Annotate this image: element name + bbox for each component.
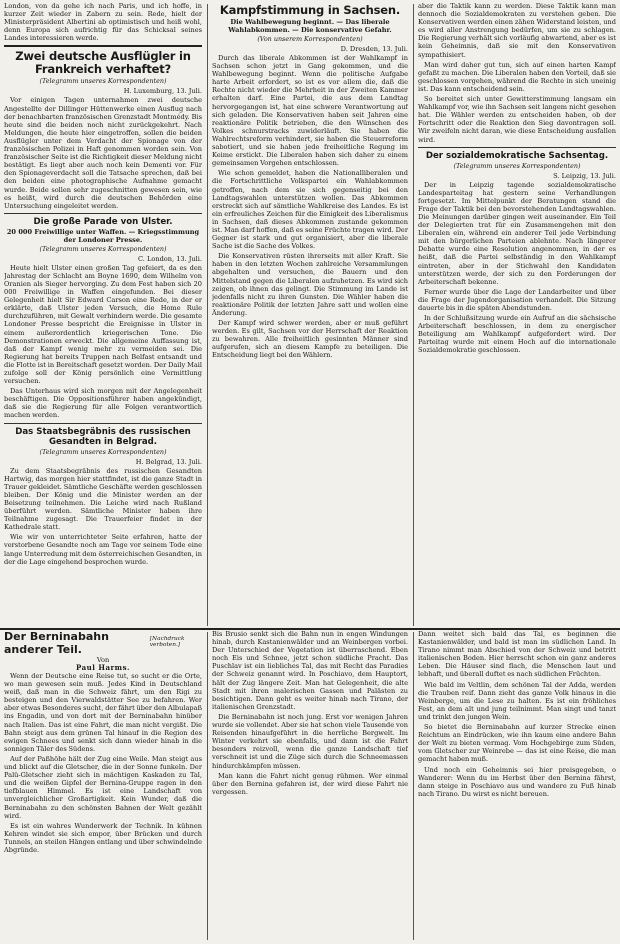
paragraph: Durch das liberale Abkommen ist der Wahlkampf in Sachsen schon jetzt in Gang gekommen, und die Wahlbewegung beginnt. Wenn die politische Aufgabe harte Arbeit erfordert, so ist es vor allem die, daß die Rechte nicht wieder die Mehrheit in der Zweiten Kammer erhalten darf. Eine Partei, die aus dem Landtag hervorgegangen ist, hat eine schwere Verantwortung auf sich geladen. Die Konservativen haben seit Jahren eine reaktionäre Politik betrieben, die den Wünschen des Volkes schnurstracks zuwiderläuft. Sie haben die Wahlrechtsreform verhindert, sie haben die Steuerreform sabotiert, und sie haben jede freiheitliche Regung im Keime erstickt. Die Liberalen haben sich daher zu einem gemeinsamen Vorgehen entschlossen. [212,54,408,168]
column-rule [207,632,208,940]
subheadline: Die Wahlbewegung beginnt. — Das liberale Wahlabkommen. — Die konservative Gefahr. [228,18,392,34]
article-kampfstimmung [212,4,408,359]
column-3 [418,2,616,626]
dateline: C. London, 13. Juli. [137,254,202,263]
dateline: S. Leipzig, 13. Juli. [553,171,616,180]
column-rule [413,4,414,626]
headline: Die große Parade von Ulster. [33,216,173,227]
telegram-note: (Telegramm unseres Korrespondenten) [453,161,581,170]
author-name: Paul Harms. [76,663,130,672]
telegram-note: (Telegramm unseres Korrespondenten) [39,244,167,253]
feuilleton-title: Der Berninabahn anderer Teil. [4,630,109,656]
column-1 [4,2,202,626]
paragraph: Die Berninabahn ist noch jung. Erst vor wenigen Jahren wurde sie vollendet. Aber sie hat schon viele Tausende von Reisenden hinaufgeführt in die herrliche Bergwelt. Im Winter verkehrt sie ebenfalls, und dann ist die Fahrt besonders reizvoll, wenn die ganze Landschaft tief verschneit ist und die Züge sich durch die Schneemassen hindurchkämpfen müssen. [212,712,408,770]
paragraph: So bereitet sich unter Gewitterstimmung langsam ein Wahlkampf vor, wie ihn Sachsen seit langem nicht gesehen hat. Die Wähler werden zu entscheiden haben, ob der Fortschritt oder die Reaktion den Sieg davontragen soll. Wir zweifeln nicht daran, wie diese Entscheidung ausfallen wird. [418,95,616,144]
paragraph: Ferner wurde über die Lage der Landarbeiter und über die Frage der Jugendorganisation verhandelt. Die Sitzung dauerte bis in die späten Abendstunden. [418,287,616,312]
divider [4,45,202,47]
paragraph: Bis Brusio senkt sich die Bahn nun in engen Windungen hinab, durch Kastanienwälder und an Weinbergen vorbei. Der Unterschied der Vegetation ist überraschend. Eben noch Eis und Schnee, jetzt schon südliche Pracht. Das Puschlav ist ein liebliches Tal, das mit Recht das Paradies der Schweiz genannt wird. In Poschiavo, dem Hauptort, hält der Zug längere Zeit. Man hat Gelegenheit, die alte Stadt mit ihren malerischen Gassen und Palästen zu besichtigen. Dann geht es weiter hinab nach Tirano, der italienischen Grenzstadt. [212,630,408,711]
paragraph: Zu dem Staatsbegräbnis des russischen Gesandten Hartwig, das morgen hier stattfindet, ist die ganze Stadt in Trauer gekleidet. Sämtliche Geschäfte werden geschlossen bleiben. Der König und die Minister werden an der Beisetzung teilnehmen. Die Leiche wird nach Rußland überführt werden. Sämtliche Minister haben ihre Teilnahme zugesagt. Die Trauerfeier findet in der Kathedrale statt. [4,466,202,532]
column-2 [212,2,408,626]
headline: Zwei deutsche Ausflügler in Frankreich verhaftet? [15,49,191,77]
feuilleton [0,630,620,944]
feuilleton-header [4,630,202,656]
paragraph: Heute hielt Ulster einen großen Tag gefeiert, da es den Jahrestag der Schlacht am Boyne 1690, dem Wilhelm von Oranien als Sieger hervorging. Zu dem Fest haben sich 20 000 Freiwillige in Waffen eingefunden. Bei dieser Gelegenheit hielt Sir Edward Carson eine Rede, in der er erklärte, daß Ulster jeden Versuch, die Home Rule durchzuführen, mit Gewalt verhindern werde. Die gesamte Londoner Presse bespricht die Ereignisse in Ulster in einem außerordentlich kriegerischen Tone. Die Demonstrationen erweckt. Die allgemeine Auffassung ist, daß der Kampf wenig mehr zu vermeiden sei. Die Regierung hat bereits Truppen nach Belfast entsandt und die Flotte ist in Bereitschaft gesetzt worden. Der Daily Mail zufolge soll der König persönlich eine Vermittlung versuchen. [4,263,202,386]
dateline: H. Belgrad, 13. Juli. [135,457,202,466]
paragraph: Wie wir von unterrichteter Seite erfahren, hatte der verstorbene Gesandte noch am Tage vor seinem Tode eine lange Unterredung mit dem österreichischen Gesandten, in der die Lage eingehend besprochen wurde. [4,533,202,566]
byline-prefix: Von [96,656,110,664]
paragraph: Vor einigen Tagen unternahmen zwei deutsche Angestellte der Dillinger Hüttenwerke einen Ausflug nach der benachbarten französischen Grenzstadt Montmédy. Bis heute sind die beiden noch nicht zurückgekehrt. Nach Meldungen, die heute hier eingetroffen, sollen die beiden Ausflügler unter dem Verdacht der Spionage von der französischen Polizei in Haft genommen worden sein. Von französischer Seite ist die Richtigkeit dieser Meldung nicht bestätigt. Es liegt aber auch noch kein Dementi vor. Für den Spionageverdacht soll die Tatsache sprechen, daß bei den beiden eine photographische Aufnahme gemacht wurde. Beide sollen sehr zugeschnitten gewesen sein, wie es heißt, wird durch die deutschen Behörden eine Untersuchung eingeleitet werden. [4,96,202,210]
paragraph: Man wird daher gut tun, sich auf einen harten Kampf gefaßt zu machen. Die Liberalen haben den Vorteil, daß sie geschlossen vorgehen, während die Rechte in sich uneinig ist. Das kann entscheidend sein. [418,60,616,93]
telegram-note: (Telegramm unseres Korrespondenten) [39,77,167,86]
paragraph: Wie schon gemeldet, haben die Nationalliberalen und die Fortschrittliche Volkspartei ein Wahlabkommen getroffen, nach dem sie sich gegenseitig bei den Landtagswahlen unterstützen wollen. Das Abkommen erstreckt sich auf sämtliche Wahlkreise des Landes. Es ist ein erfreuliches Zeichen für die Einigkeit des Liberalismus in Sachsen, daß dieses Abkommen zustande gekommen ist. Man darf hoffen, daß es seine Früchte tragen wird. Der Gegner ist stark und gut organisiert, aber die liberale Sache ist die Sache des Volkes. [212,169,408,251]
paragraph: Der Kampf wird schwer werden, aber er muß geführt werden. Es gilt, Sachsen vor der Herrschaft der Reaktion zu bewahren. Alle freiheitlich gesinnten Männer sind aufgerufen, sich an diesem Kampfe zu beteiligen. Die Entscheidung liegt bei den Wählern. [212,319,408,360]
feuilleton-column-1 [4,630,202,942]
feuilleton-column-2 [212,630,408,942]
headline: Der sozialdemokratische Sachsentag. [425,150,609,161]
paragraph: Dann weitet sich bald das Tal, es beginnen die Kastanienwälder, und bald ist man im südlichen Land. In Tirano nimmt man Abschied von der Schweiz und betritt italienischen Boden. Hier herrscht schon ein ganz anderes Leben. Die Häuser sind flach, die Menschen laut und lebhaft, und überall duftet es nach südlichen Früchten. [418,630,616,679]
telegram-note: (Von unserem Korrespondenten) [257,35,363,43]
paragraph: Die Konservativen rüsten ihrerseits mit aller Kraft. Sie haben in den letzten Wochen zahlreiche Versammlungen abgehalten und versuchen, die Bauern und den Mittelstand gegen die Liberalen aufzuhetzen. Es wird sich zeigen, ob ihnen das gelingt. Die Stimmung im Lande ist jedenfalls nicht zu ihren Gunsten. Die Wähler haben die reaktionäre Politik der letzten Jahre satt und wollen eine Änderung. [212,252,408,317]
paragraph: Das Unterhaus wird sich morgen mit der Angelegenheit beschäftigen. Die Oppositionsführer haben angekündigt, daß sie die Regierung für alle Folgen verantwortlich machen werden. [4,387,202,420]
telegram-note: (Telegramm unseres Korrespondenten) [39,447,167,456]
paragraph: Und noch ein Geheimnis sei hier preisgegeben, o Wanderer: Wenn du im Herbst über den Bernina fährst, dann steige in Poschiavo aus und wandere zu Fuß hinab nach Tirano. Du wirst es nicht bereuen. [418,765,616,798]
dateline: D. Dresden, 13. Juli. [340,45,408,53]
feuilleton-column-3 [418,630,616,942]
column-rule [207,4,208,626]
paragraph: Wenn der Deutsche eine Reise tut, so sucht er die Orte, wo man gewesen sein muß. Jedes Kind in Deutschland weiß, daß man in die Schweiz fährt, um den Rigi zu besteigen und den Vierwaldstätter See zu befahren. Wer aber etwas Besonderes sucht, der fährt über den Albulapaß ins Engadin, und von dort mit der Berninabahn hinüber nach Italien. Das ist eine Fahrt, die man nicht vergißt. Die Bahn steigt aus dem grünen Tal hinauf in die Region des ewigen Schnees und senkt sich dann wieder hinab in die sonnigen Täler des Südens. [4,672,202,753]
paragraph: Man kann die Fahrt nicht genug rühmen. Wer einmal über den Bernina gefahren ist, der wird diese Fahrt nie vergessen. [212,771,408,796]
paragraph: Wie bald im Veltlin, dem schönen Tal der Adda, werden die Trauben reif. Dann zieht das ganze Volk hinaus in die Weinberge, um die Lese zu halten. Es ist ein fröhliches Fest, an dem alt und jung teilnimmt. Man singt und tanzt und trinkt den jungen Wein. [418,680,616,721]
article-sachsentag [418,151,616,355]
article-ulster [4,217,202,420]
paragraph: Der in Leipzig tagende sozialdemokratische Landesparteitag hat gestern seine Verhandlungen fortgesetzt. Im Mittelpunkt der Beratungen stand die Frage der Taktik bei den bevorstehenden Landtagswahlen. Die Meinungen darüber gingen weit auseinander. Ein Teil der Delegierten trat für ein Zusammengehen mit den Liberalen ein, während ein anderer Teil jede Verbindung mit den bürgerlichen Parteien ablehnte. Nach längerer Debatte wurde eine Resolution angenommen, in der es heißt, daß die Partei selbständig in den Wahlkampf eintreten, aber in der Stichwahl den Kandidaten unterstützen werde, der sich zu den Forderungen der Arbeiterschaft bekenne. [418,180,616,286]
divider [4,423,202,424]
dateline: H. Luxemburg, 13. Juli. [123,87,202,96]
paragraph: Auf der Paßhöhe hält der Zug eine Weile. Man steigt aus und blickt auf die Gletscher, die in der Sonne funkeln. Der Palü-Gletscher zieht sich in mächtigen Kaskaden zu Tal, und die weißen Gipfel der Bernina-Gruppe ragen in den tiefblauen Himmel. Es ist eine Landschaft von unvergleichlicher Großartigkeit. Kein Wunder, daß die Berninabahn zu den schönsten Bahnen der Welt gezählt wird. [4,754,202,820]
subheadline: 20 000 Freiwillige unter Waffen. — Kriegsstimmung der Londoner Presse. [6,227,200,244]
article-ausfluegler [4,50,202,209]
divider [4,213,202,214]
paragraph: In der Schlußsitzung wurde ein Aufruf an die sächsische Arbeiterschaft beschlossen, in dem zu energischer Beteiligung am Wahlkampf aufgefordert wird. Der Parteitag wurde mit einem Hoch auf die internationale Sozialdemokratie geschlossen. [418,314,616,355]
article-belgrad [4,427,202,566]
lead-paragraph: London, von da gehe ich nach Paris, und ich hoffe, in kurzer Zeit wieder in Zabern zu sein. Rede, hielt der Ministerpräsident Albertini ab optimistisch und heiß wohl, denn Europa sich aufrichtig für das Schicksal seines Landes interessieren werde. [4,2,202,43]
paragraph: Es ist ein wahres Wunderwerk der Technik. In kühnen Kehren windet sie sich empor, über Brücken und durch Tunnels, an steilen Hängen entlang und über schwindelnde Abgründe. [4,821,202,854]
column-rule [413,632,414,940]
headline: Kampfstimmung in Sachsen. [219,3,401,17]
paragraph: So bietet die Berninabahn auf kurzer Strecke einen Reichtum an Eindrücken, wie ihn kaum eine andere Bahn der Welt zu bieten vermag. Vom Hochgebirge zum Süden, vom Gletscher zur Weinrebe — das ist eine Reise, die man gemacht haben muß. [418,723,616,764]
divider [418,147,616,148]
paragraph: aber die Taktik kann zu werden. Diese Taktik kann man dennoch die Sozialdemokraten zu verstehen geben. Die Konservativen werden einen zähen Widerstand leisten, und es wird aller Anstrengung bedürfen, um sie zu schlagen. Die Regierung verhält sich vorläufig abwartend, aber es ist kein Geheimnis, daß sie mit den Konservativen sympathisiert. [418,2,616,59]
headline: Das Staatsbegräbnis des russischen Gesandten in Belgrad. [15,426,191,447]
reprint-note: [Nachdruck verboten.] [149,636,185,648]
byline [4,664,202,672]
